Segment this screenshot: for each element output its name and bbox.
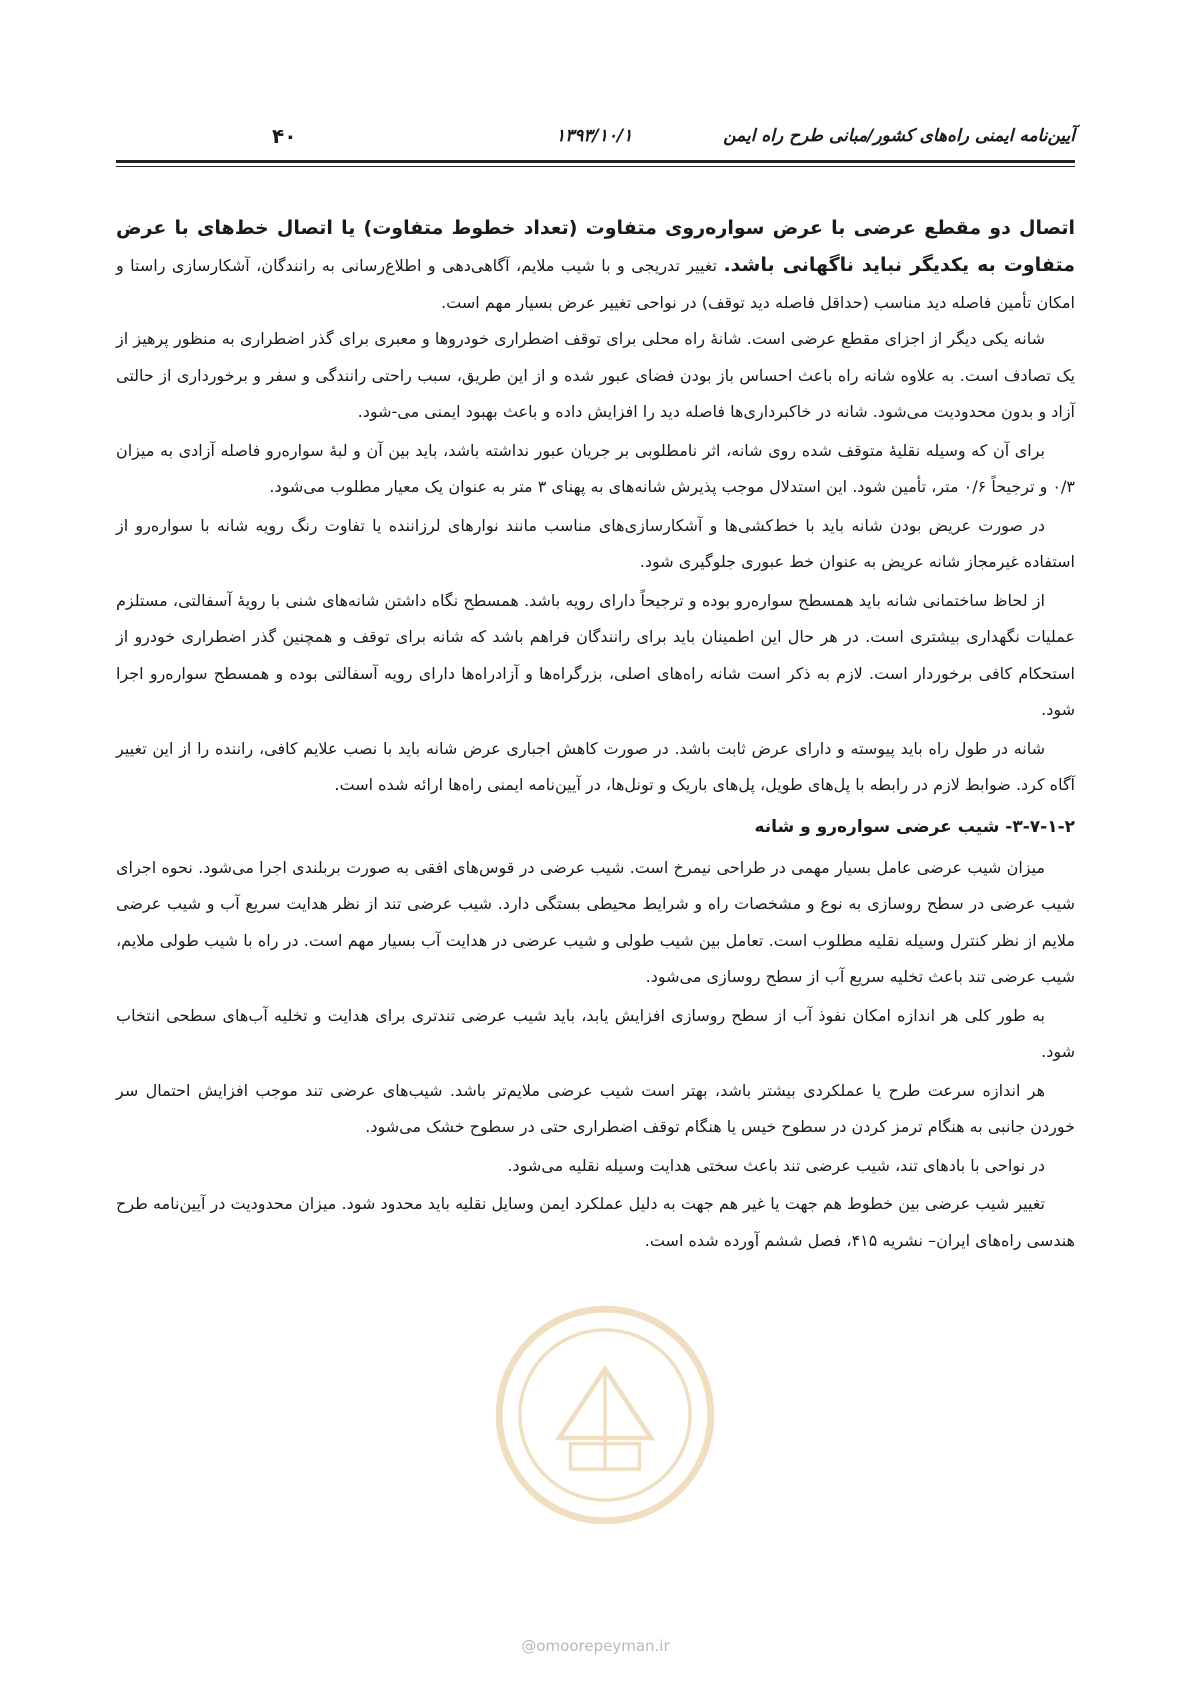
lead-bold-text: اتصال دو مقطع عرضی با عرض سواره‌روی متفاوت (تعداد خطوط متفاوت) یا اتصال خط‌های با عرض متفاوت به یکدیگر نباید ناگهانی باشد. [116,217,1075,276]
lead-paragraph [116,210,1075,321]
paragraph: هر اندازه سرعت طرح یا عملکردی بیشتر باشد، بهتر است شیب عرضی ملایم‌تر باشد. شیب‌های عرضی تند موجب افزایش احتمال سر خوردن جانبی به هنگام ترمز کردن در سطوح خیس یا هنگام توقف اضطراری حتی در سطوح خشک می‌شود. [116,1080,1075,1136]
paragraph: از لحاظ ساختمانی شانه باید همسطح سواره‌رو بوده و ترجیحاً دارای رویه باشد. همسطح نگاه داشتن شانه‌های شنی با رویهٔ آسفالتی، مستلزم عملیات نگهداری بیشتری است. در هر حال این اطمینان باید برای رانندگان فراهم باشد که شانه برای توقف و همچنین گذر اضطراری خودرو از استحکام کافی برخوردار است. لازم به ذکر است شانه راه‌های اصلی، بزرگراه‌ها و آزادراه‌ها دارای رویه آسفالتی بوده و همسطح سواره‌رو اجرا شود. [116,590,1075,719]
paragraph: میزان شیب عرضی عامل بسیار مهمی در طراحی نیمرخ است. شیب عرضی در قوس‌های افقی به صورت بربلندی اجرا می‌شود. نحوه اجرای شیب عرضی در سطح روسازی به نوع و مشخصات راه و شرایط محیطی بستگی دارد. شیب عرضی تند از نظر هدایت سریع آب و شیب عرضی ملایم از نظر کنترل وسیله نقلیه مطلوب است. تعامل بین شیب طولی و شیب عرضی در هدایت آب بسیار مهم است. در راه با شیب طولی ملایم، شیب عرضی تند باعث تخلیه سریع آب از سطح روسازی می‌شود. [116,857,1075,986]
page-body [116,210,1075,1261]
paragraph: تغییر شیب عرضی بین خطوط هم جهت یا غیر هم جهت به دلیل عملکرد ایمن وسایل نقلیه باید محدود شود. میزان محدودیت در آیین‌نامه طرح هندسی راه‌های ایران– نشریه ۴۱۵، فصل ششم آورده شده است. [116,1194,1075,1250]
lead-rest-text: تغییر تدریجی و با شیب ملایم، آگاهی‌دهی و اطلاع‌رسانی به رانندگان، آشکارسازی راستا و امکان تأمین فاصله دید مناسب (حداقل فاصله دید توقف) در نواحی تغییر عرض بسیار مهم است. [116,256,1075,312]
footer-watermark: @omoorepeyman.ir [521,1637,670,1655]
page-number: ۴۰ [272,124,297,148]
page-header [116,124,1075,164]
paragraph: در نواحی با بادهای تند، شیب عرضی تند باعث سختی هدایت وسیله نقلیه می‌شود. [507,1155,1045,1175]
paragraph: در صورت عریض بودن شانه باید با خط‌کشی‌ها و آشکارسازی‌های مناسب مانند نوارهای لرزاننده یا تفاوت رنگ رویه شانه با سواره‌رو از استفاده غیرمجاز شانه عریض به عنوان خط عبوری جلوگیری شود. [116,515,1075,571]
paragraph: شانه یکی دیگر از اجزای مقطع عرضی است. شانهٔ راه محلی برای توقف اضطراری خودروها و معبری برای گذر اضطراری به منظور پرهیز از یک تصادف است. به علاوه شانه راه باعث احساس باز بودن فضای عبور شده و از این طریق، سبب راحتی رانندگی و سفر و برخورداری از حالتی آزاد و بدون محدودیت می‌شود. شانه در خاکبرداری‌ها فاصله دید را افزایش داده و باعث بهبود ایمنی می-شود. [116,329,1075,421]
paragraph: برای آن که وسیله نقلیهٔ متوقف شده روی شانه، اثر نامطلوبی بر جریان عبور نداشته باشد، باید بین آن و لبهٔ سواره‌رو فاصله آزادی به میزان ۰/۳ و ترجیحاً ۰/۶ متر، تأمین شود. این استدلال موجب پذیرش شانه‌های به پهنای ۳ متر به عنوان یک معیار مطلوب می‌شود. [116,440,1075,496]
seal-watermark-icon [490,1300,720,1530]
paragraph: شانه در طول راه باید پیوسته و دارای عرض ثابت باشد. در صورت کاهش اجباری عرض شانه باید با نصب علایم کافی، راننده را از این تغییر آگاه کرد. ضوابط لازم در رابطه با پل‌های طویل، پل‌های باریک و تونل‌ها، در آیین‌نامه ایمنی راه‌ها ارائه شده است. [116,738,1075,794]
footer-watermark-text: omoorepeyman.ir [536,1637,670,1655]
header-rule-thick [116,160,1075,163]
paragraph: به طور کلی هر اندازه امکان نفوذ آب از سطح روسازی افزایش یابد، باید شیب عرضی تندتری برای هدایت و تخلیه آب‌های سطحی انتخاب شود. [116,1005,1075,1061]
header-title: آیین‌نامه ایمنی راه‌های کشور/مبانی طرح راه ایمن [723,126,1075,146]
header-rule-thin [116,166,1075,167]
section-heading: ۳-۷-۱-۲- شیب عرضی سواره‌رو و شانه [754,816,1075,837]
header-date: ۱۳۹۳/۱۰/۱ [556,126,633,146]
